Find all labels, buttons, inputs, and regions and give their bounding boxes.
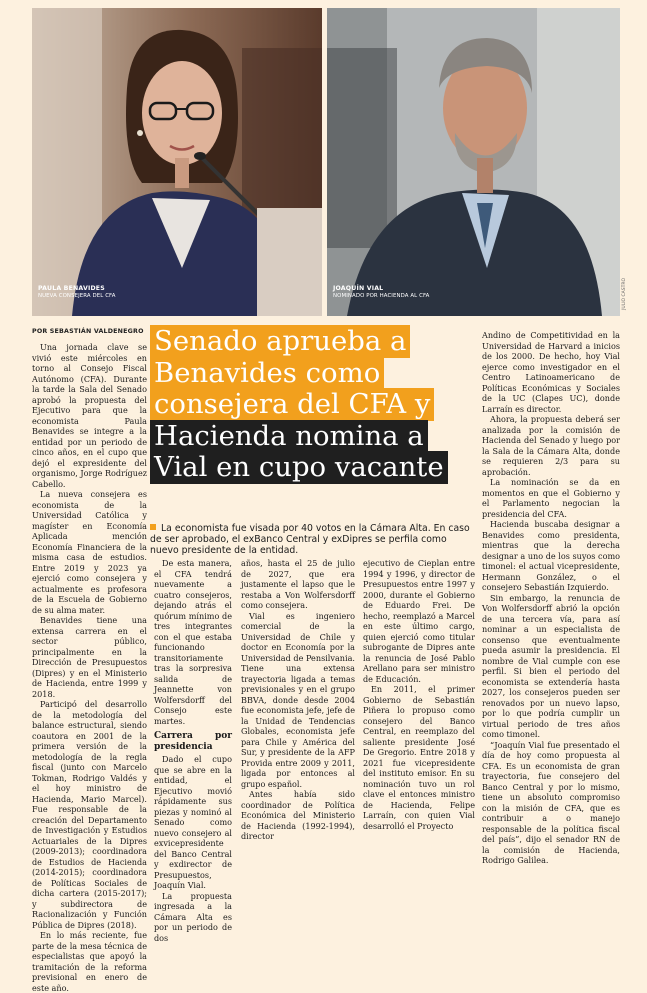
caption-name: PAULA BENAVIDES <box>38 285 105 293</box>
headline <box>150 326 472 484</box>
paragraph: Sin embargo, la renuncia de Von Wolfersdorff abrió la opción de una tercera vía, para así nominar a un especialista de consenso que eventualmente pueda asumir la presidencia. El nombre de Vial cumple con ese perfil. Si bien el periodo del economista se extendería hasta 2027, los consejeros pueden ser renovados por un nuevo lapso, por lo que podría cumplir un virtual periodo de tres años como timonel. <box>482 592 620 739</box>
article-column-1 <box>32 342 147 993</box>
article-column-2 <box>154 558 232 943</box>
portrait-image <box>32 8 322 316</box>
paragraph: La nueva consejera es economista de la Universidad Católica y magíster en Economía Aplicada mención Economía Financiera de la misma casa de estudios. Entre 2019 y 2023 ya ejerció como consejera y actualmente es profesora de la Escuela de Gobierno de su alma mater. <box>32 489 147 615</box>
article-column-4 <box>363 558 475 831</box>
paragraph: De esta manera, el CFA tendrá nuevamente a cuatro consejeros, dejando atrás el quórum mínimo de tres integrantes con el que estaba funcionando transitoriamente tras la sorpresiva salida de Jeannette von Wolfersdorff del Consejo este martes. <box>154 558 232 726</box>
paragraph: años, hasta el 25 de julio de 2027, que era justamente el lapso que le restaba a Von Wolfersdorff como consejera. <box>241 558 355 610</box>
paragraph: La propuesta ingresada a la Cámara Alta es por un periodo de dos <box>154 890 232 943</box>
photo-caption <box>38 285 116 299</box>
headline-line: Hacienda nomina a <box>150 420 428 453</box>
headline-line: consejera del CFA y <box>150 388 434 421</box>
paragraph: Una jornada clave se vivió este miércoles en torno al Consejo Fiscal Autónomo (CFA). Durante la tarde la Sala del Senado aprobó la propuesta del Ejecutivo para que la economista Paula Benavides se integre a la entidad por un periodo de cinco años, en el cupo que dejó el expresidente del organismo, Jorge Rodríguez Cabello. <box>32 342 147 489</box>
lead-text: La economista fue visada por 40 votos en la Cámara Alta. En caso de ser aprobado, el exBanco Central y exDipres se perfila como nuevo presidente de la entidad. <box>150 523 470 557</box>
headline-line: Vial en cupo vacante <box>150 451 448 484</box>
paragraph: En 2011, el primer Gobierno de Sebastián Piñera lo propuso como consejero del Banco Central, en reemplazo del saliente presidente José De Gregorio. Entre 2018 y 2021 fue vicepresidente del instituto emisor. En su nominación tuvo un rol clave el entonces ministro de Hacienda, Felipe Larraín, con quien Vial desarrolló el Proyecto <box>363 684 475 831</box>
paragraph: ejecutivo de Cieplan entre 1994 y 1996, y director de Presupuestos entre 1997 y 2000, durante el Gobierno de Eduardo Frei. De hecho, reemplazó a Marcel en este último cargo, quien ejerció como titular subrogante de Dipres ante la renuncia de José Pablo Arellano para ser ministro de Educación. <box>363 558 475 684</box>
headline-line: Benavides como <box>150 357 384 390</box>
byline: POR SEBASTIÁN VALDENEGRO <box>32 328 144 335</box>
section-subhead: Carrera por presidencia <box>154 731 232 752</box>
photo-joaquin-vial <box>327 8 620 316</box>
paragraph: La nominación se da en momentos en que el Gobierno y el Parlamento negocian la presidencia del CFA. <box>482 477 620 519</box>
paragraph: Andino de Competitividad en la Universidad de Harvard a inicios de los 2000. De hecho, hoy Vial ejerce como investigador en el Centro Latinoamericano de Políticas Económicas y Sociales de la UC (Clapes UC), donde Larraín es director. <box>482 330 620 414</box>
photo-credit: JULIO CASTRO <box>622 278 627 310</box>
headline-line: Senado aprueba a <box>150 325 410 358</box>
paragraph: Benavides tiene una extensa carrera en el sector público, principalmente en la Dirección de Presupuestos (Dipres) y en el Ministerio de Hacienda, entre 1999 y 2018. <box>32 615 147 699</box>
paragraph: Dado el cupo que se abre en la entidad, el Ejecutivo movió rápidamente sus piezas y nominó al Senado como nuevo consejero al exvicepresidente del Banco Central y exdirector de Presupuestos, Joaquín Vial. <box>154 754 232 890</box>
paragraph: Ahora, la propuesta deberá ser analizada por la comisión de Hacienda del Senado y luego por la Sala de la Cámara Alta, donde se requieren 2/3 para su aprobación. <box>482 414 620 477</box>
article-column-3 <box>241 558 355 842</box>
caption-role: NOMINADO POR HACIENDA AL CFA <box>333 292 430 299</box>
portrait-image <box>327 8 620 316</box>
bullet-square-icon <box>150 524 156 530</box>
caption-name: JOAQUÍN VIAL <box>333 285 384 293</box>
photo-paula-benavides <box>32 8 322 316</box>
paragraph: Hacienda buscaba designar a Benavides como presidenta, mientras que la derecha designar a uno de los suyos como timonel: el actual vicepresidente, Hermann González, o el consejero Sebastián Izquierdo. <box>482 519 620 592</box>
article-column-5 <box>482 330 620 866</box>
paragraph: Antes había sido coordinador de Política Económica del Ministerio de Hacienda (1992-1994), director <box>241 789 355 841</box>
paragraph: Vial es ingeniero comercial de la Universidad de Chile y doctor en Economía por la Universidad de Pensilvania. Tiene una extensa trayectoria ligada a temas previsionales y en el grupo BBVA, donde desde 2004 fue economista jefe, jefe de la Unidad de Tendencias Globales, economista jefe para Chile y América del Sur, y presidente de la AFP Provida entre 2009 y 2011, ligada por entonces al grupo español. <box>241 610 355 789</box>
paragraph: En lo más reciente, fue parte de la mesa técnica de especialistas que apoyó la tramitación de la reforma previsional en enero de este año. <box>32 930 147 993</box>
caption-role: NUEVA CONSEJERA DEL CFA <box>38 292 116 299</box>
paragraph: Participó del desarrollo de la metodología del balance estructural, siendo coautora en 2001 de la primera versión de la metodología de la regla fiscal (junto con Marcelo Tokman, Rodrigo Valdés y el hoy ministro de Hacienda, Mario Marcel). Fue responsable de la creación del Departamento de Investigación y Estudios Actuariales de la Dipres (2009-2013); coordinadora de Estudios de Hacienda (2014-2015); coordinadora de Políticas Sociales de dicha cartera (2015-2017); y subdirectora de Racionalización y Función Pública de Dipres (2018). <box>32 699 147 930</box>
paragraph: “Joaquín Vial fue presentado el día de hoy como propuesta al CFA. Es un economista de gran trayectoria, fue consejero del Banco Central y por lo mismo, tiene un absoluto compromiso con la misión de CFA, que es contribuir a o manejo responsable de la política fiscal del país”, dijo el senador RN de la comisión de Hacienda, Rodrigo Galilea. <box>482 739 620 865</box>
photo-caption <box>333 285 429 299</box>
lead-paragraph <box>150 523 473 557</box>
